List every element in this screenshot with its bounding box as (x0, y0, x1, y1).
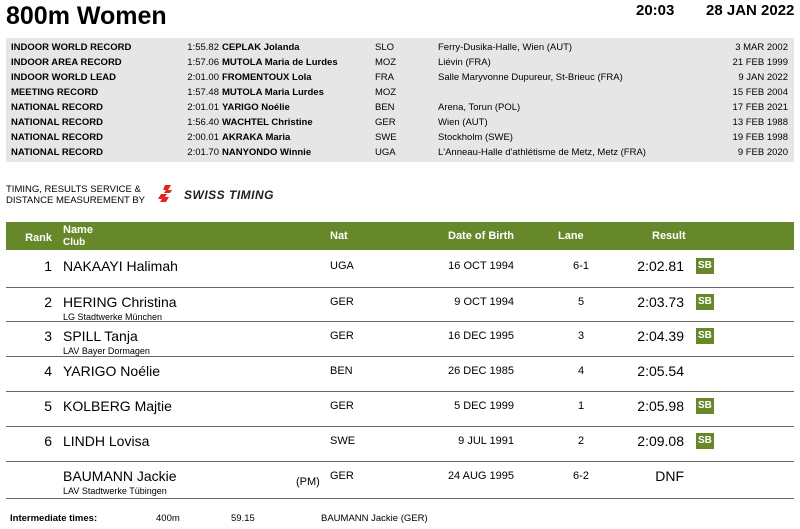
nationality: GER (330, 330, 354, 342)
athlete-name: NAKAAYI Halimah (63, 258, 178, 274)
record-type: INDOOR AREA RECORD (11, 57, 122, 68)
lane: 3 (577, 330, 585, 342)
rank: 4 (44, 363, 52, 379)
record-date: 13 FEB 1988 (732, 117, 788, 128)
record-nat: MOZ (375, 87, 397, 98)
record-venue: Arena, Torun (POL) (438, 102, 521, 113)
result-row (6, 322, 794, 357)
nationality: SWE (330, 435, 356, 447)
record-row (6, 145, 794, 160)
result-row (6, 357, 794, 392)
nationality: GER (330, 296, 354, 308)
record-holder: MUTOLA Maria de Lurdes (222, 57, 338, 68)
record-row (6, 55, 794, 70)
record-time: 2:00.01 (187, 132, 219, 143)
record-type: INDOOR WORLD RECORD (11, 42, 132, 53)
record-row (6, 70, 794, 85)
result-time: 2:09.08 (637, 433, 684, 449)
record-type: MEETING RECORD (11, 87, 99, 98)
lane: 5 (577, 296, 585, 308)
club: LG Stadtwerke München (63, 312, 163, 322)
record-time: 2:01.00 (187, 72, 219, 83)
record-type: NATIONAL RECORD (11, 132, 104, 143)
result-row (6, 252, 794, 288)
record-venue: Ferry-Dusika-Halle, Wien (AUT) (438, 42, 573, 53)
record-type: NATIONAL RECORD (11, 147, 104, 158)
col-lane: Lane (558, 230, 584, 242)
result-time: 2:05.98 (637, 398, 684, 414)
timing-line-2: DISTANCE MEASUREMENT BY (6, 195, 146, 206)
rank: 5 (44, 398, 52, 414)
record-row (6, 130, 794, 145)
nationality: GER (330, 400, 354, 412)
record-date: 21 FEB 1999 (732, 57, 788, 68)
col-club: Club (63, 237, 86, 248)
intermediate-distance: 400m (156, 513, 180, 524)
record-nat: SLO (375, 42, 395, 53)
result-time: 2:03.73 (637, 294, 684, 310)
record-holder: MUTOLA Maria Lurdes (222, 87, 324, 98)
page-title: 800m Women (6, 2, 167, 30)
swiss-timing-logo-icon (156, 184, 178, 206)
result-time: 2:05.54 (637, 363, 684, 379)
record-holder: WACHTEL Christine (222, 117, 313, 128)
record-date: 9 FEB 2020 (737, 147, 788, 158)
record-holder: NANYONDO Winnie (222, 147, 312, 158)
record-holder: FROMENTOUX Lola (222, 72, 312, 83)
date-of-birth: 9 JUL 1991 (458, 435, 514, 447)
col-name: Name (63, 224, 93, 236)
intermediate-time: 59.15 (231, 513, 255, 524)
col-result: Result (652, 230, 686, 242)
record-row (6, 40, 794, 55)
date-of-birth: 9 OCT 1994 (454, 296, 514, 308)
record-row (6, 115, 794, 130)
record-time: 1:55.82 (187, 42, 219, 53)
rank: 2 (44, 294, 52, 310)
record-holder: YARIGO Noélie (222, 102, 290, 113)
season-best-badge: SB (696, 398, 714, 414)
record-date: 17 FEB 2021 (732, 102, 788, 113)
date-of-birth: 16 DEC 1995 (447, 330, 514, 342)
date-of-birth: 16 OCT 1994 (448, 260, 514, 272)
intermediate-label: Intermediate times: (10, 513, 98, 524)
lane: 6-1 (573, 260, 589, 272)
season-best-badge: SB (696, 328, 714, 344)
col-dob: Date of Birth (448, 230, 514, 242)
results-header (6, 222, 794, 250)
record-venue: L'Anneau-Halle d'athlétisme de Metz, Metz (FRA) (438, 147, 646, 158)
athlete-name: SPILL Tanja (63, 328, 138, 344)
intermediate-leader: BAUMANN Jackie (GER) (321, 513, 428, 524)
athlete-name: HERING Christina (63, 294, 177, 310)
club: LAV Stadtwerke Tübingen (63, 486, 167, 496)
header-date: 28 JAN 2022 (706, 2, 795, 19)
rank: 3 (44, 328, 52, 344)
record-time: 1:56.40 (187, 117, 219, 128)
result-time: DNF (655, 468, 684, 484)
result-time: 2:02.81 (637, 258, 684, 274)
swiss-timing-logo-text: SWISS TIMING (184, 188, 274, 202)
record-venue: Wien (AUT) (438, 117, 488, 128)
result-row (6, 392, 794, 427)
record-date: 3 MAR 2002 (735, 42, 788, 53)
season-best-badge: SB (696, 433, 714, 449)
club: LAV Bayer Dormagen (63, 346, 150, 356)
lane: 2 (577, 435, 585, 447)
record-nat: UGA (375, 147, 396, 158)
timing-line-1: TIMING, RESULTS SERVICE & (6, 184, 141, 195)
record-nat: BEN (375, 102, 395, 113)
record-nat: MOZ (375, 57, 397, 68)
record-date: 15 FEB 2004 (732, 87, 788, 98)
pacemaker-note: (PM) (296, 476, 320, 488)
record-venue: Stockholm (SWE) (438, 132, 513, 143)
date-of-birth: 26 DEC 1985 (447, 365, 514, 377)
result-row (6, 288, 794, 322)
record-venue: Liévin (FRA) (438, 57, 491, 68)
nationality: UGA (330, 260, 354, 272)
lane: 6-2 (573, 470, 589, 482)
rank: 1 (44, 258, 52, 274)
rank: 6 (44, 433, 52, 449)
record-holder: CEPLAK Jolanda (222, 42, 300, 53)
athlete-name: YARIGO Noélie (63, 363, 160, 379)
nationality: GER (330, 470, 354, 482)
date-of-birth: 24 AUG 1995 (447, 470, 514, 482)
nationality: BEN (330, 365, 353, 377)
record-time: 2:01.70 (187, 147, 219, 158)
header-time: 20:03 (636, 2, 675, 19)
season-best-badge: SB (696, 258, 714, 274)
athlete-name: LINDH Lovisa (63, 433, 150, 449)
season-best-badge: SB (696, 294, 714, 310)
col-rank: Rank (25, 232, 52, 244)
athlete-name: KOLBERG Majtie (63, 398, 172, 414)
result-time: 2:04.39 (637, 328, 684, 344)
record-type: NATIONAL RECORD (11, 102, 104, 113)
record-type: NATIONAL RECORD (11, 117, 104, 128)
record-nat: SWE (375, 132, 397, 143)
record-type: INDOOR WORLD LEAD (11, 72, 117, 83)
record-time: 2:01.01 (187, 102, 219, 113)
record-nat: FRA (375, 72, 394, 83)
record-row (6, 100, 794, 115)
record-date: 9 JAN 2022 (738, 72, 788, 83)
timing-credit (6, 184, 145, 206)
record-date: 19 FEB 1998 (732, 132, 788, 143)
athlete-name: BAUMANN Jackie (63, 468, 177, 484)
record-holder: AKRAKA Maria (222, 132, 291, 143)
result-row (6, 462, 794, 499)
lane: 1 (577, 400, 585, 412)
date-of-birth: 5 DEC 1999 (454, 400, 514, 412)
record-row (6, 85, 794, 100)
record-nat: GER (375, 117, 396, 128)
result-row (6, 427, 794, 462)
record-time: 1:57.06 (187, 57, 219, 68)
col-nat: Nat (330, 230, 348, 242)
swiss-timing-logo (156, 184, 274, 206)
record-venue: Salle Maryvonne Dupureur, St-Brieuc (FRA) (438, 72, 623, 83)
record-time: 1:57.48 (187, 87, 219, 98)
lane: 4 (577, 365, 585, 377)
records-table (6, 38, 794, 162)
